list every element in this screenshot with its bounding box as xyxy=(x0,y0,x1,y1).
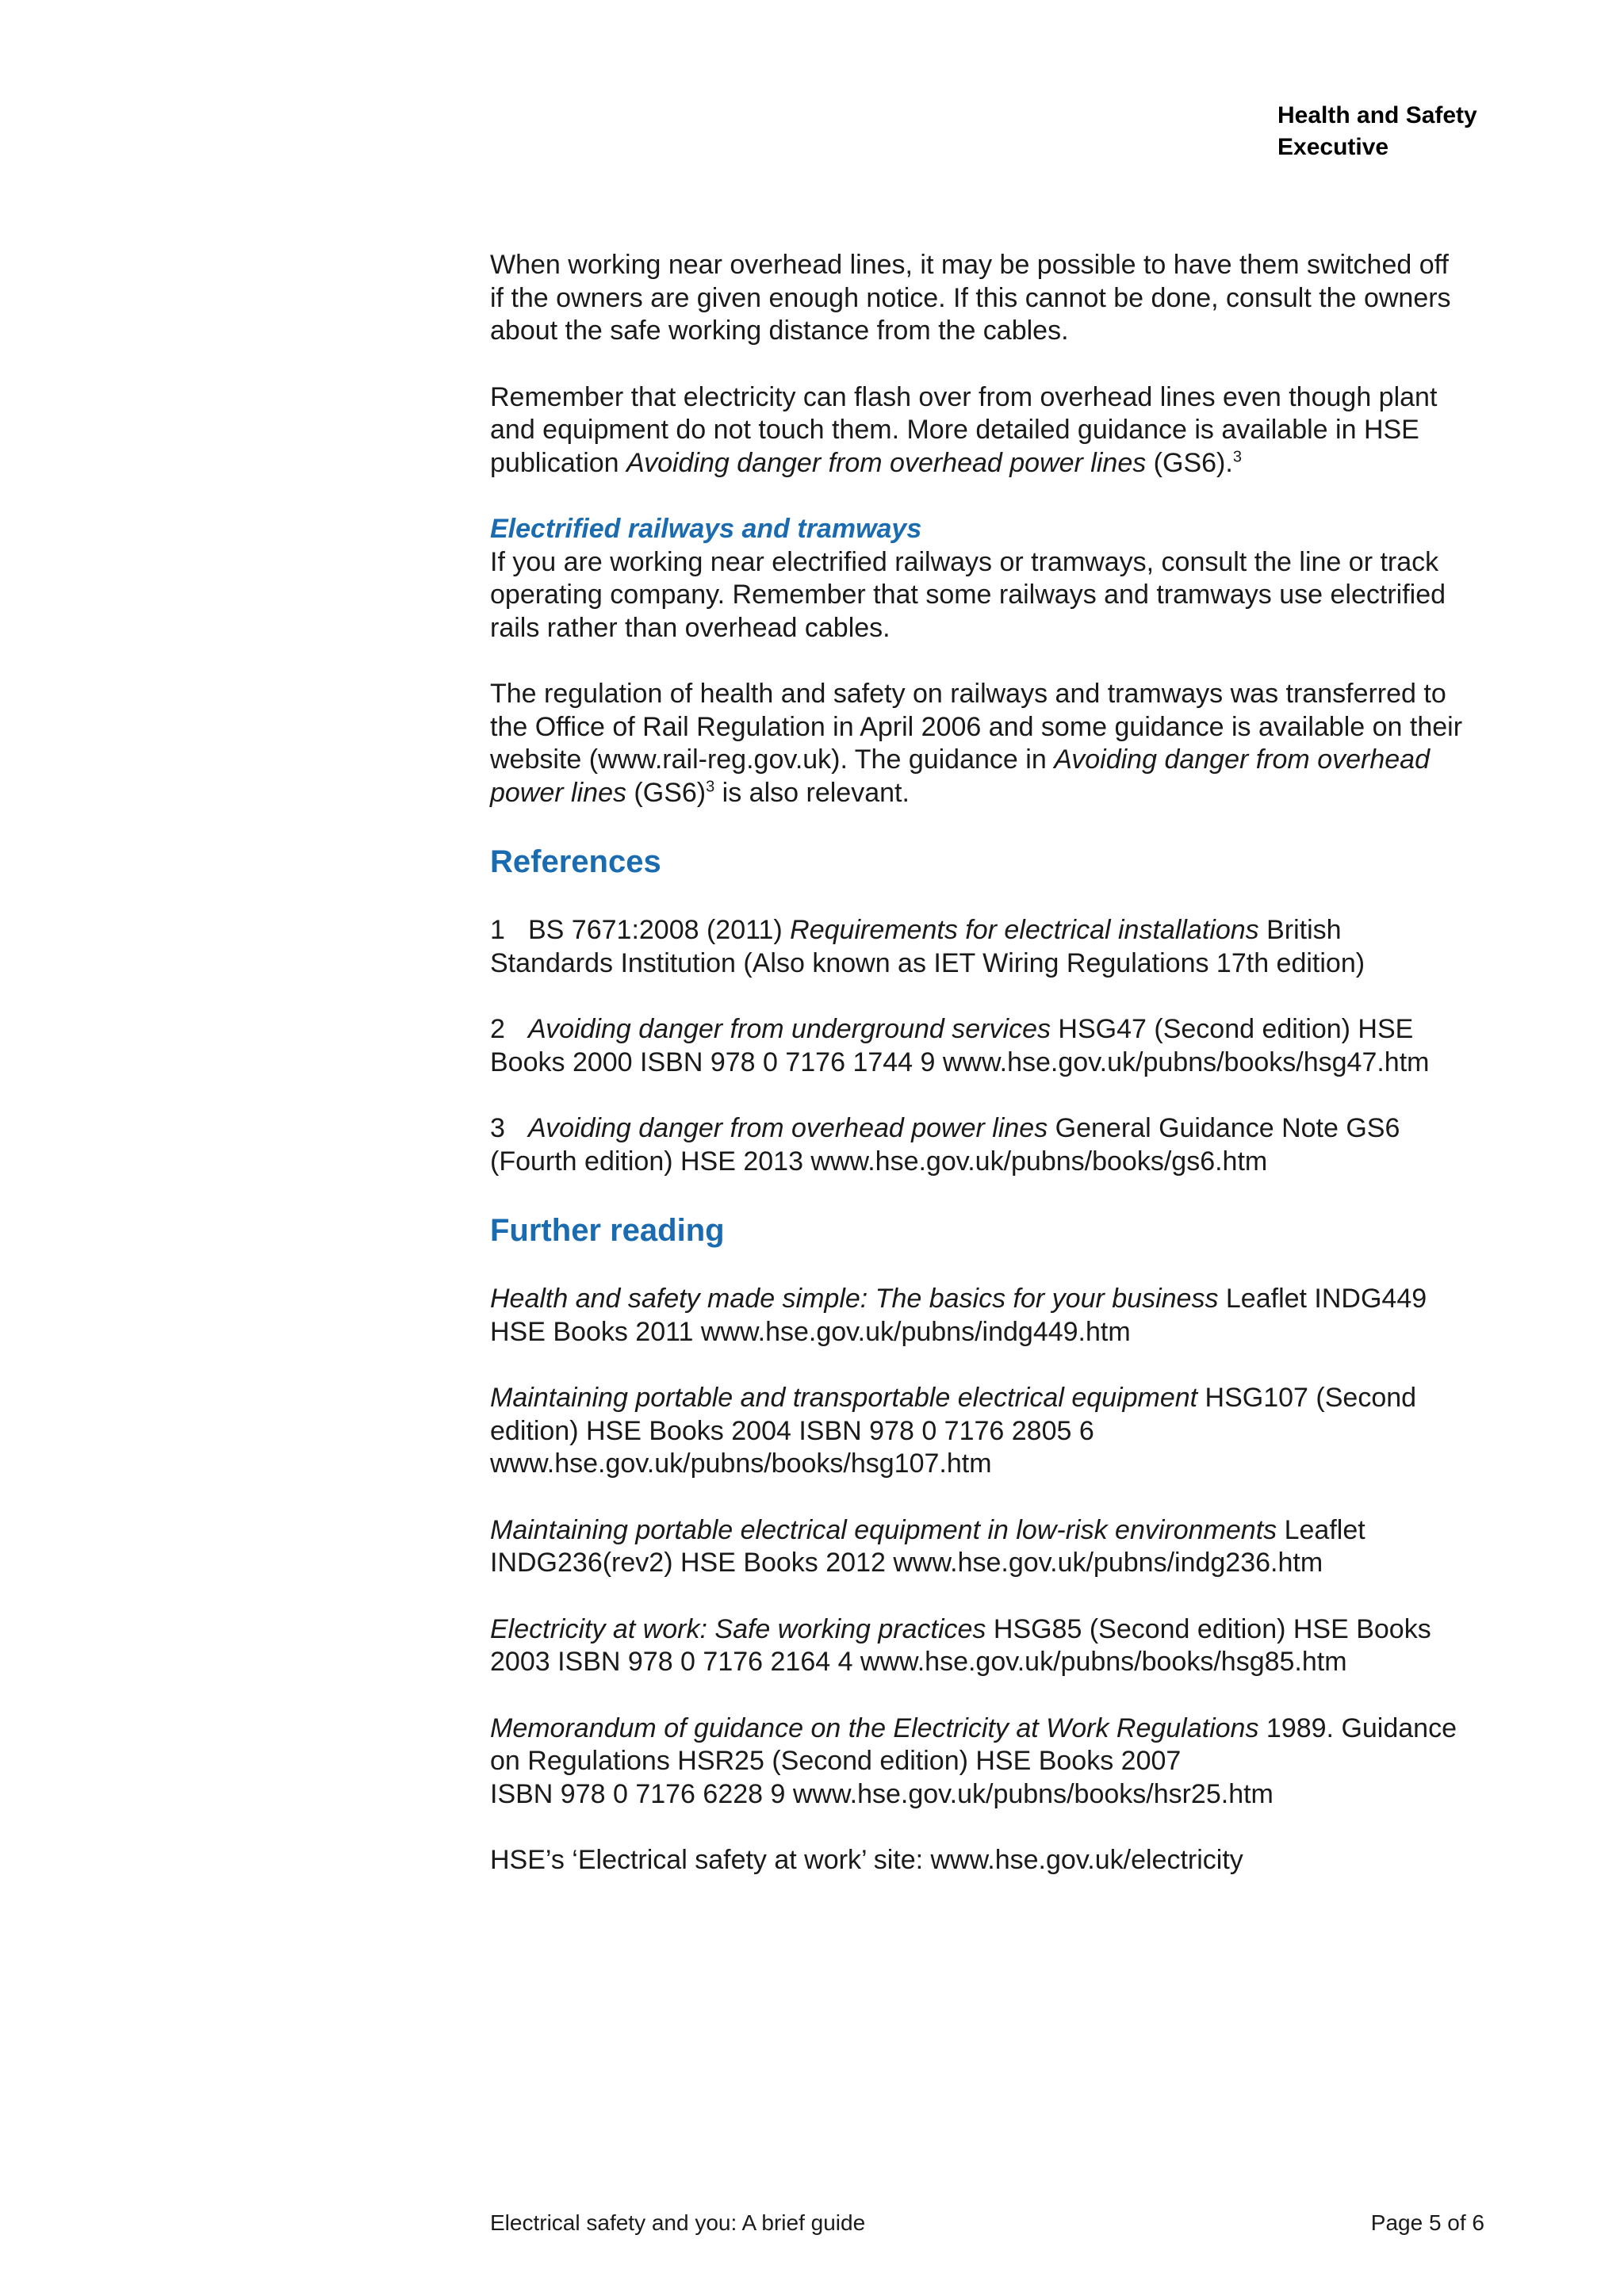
text: The regulation of health and safety on railways and tramways was transferred to the Office of Rail Regulation in April 2006 and some guidance is available on their website (www.rail-reg.gov.uk). The guidance in xyxy=(490,679,1463,775)
text: Leaflet INDG236(rev2) HSE Books 2012 www.hse.gov.uk/pubns/indg236.htm xyxy=(490,1514,1365,1578)
footer-document-title: Electrical safety and you: A brief guide xyxy=(490,2210,866,2235)
further-reading-title: Further reading xyxy=(490,1213,725,1248)
text: 1989. Guidance on Regulations HSR25 (Second edition) HSE Books 2007 ISBN 978 0 7176 6228 9 www.hse.gov.uk/pubns/books/hsr25.htm xyxy=(490,1712,1457,1809)
reading-item xyxy=(490,1382,1497,1481)
text: HSG107 (Second edition) HSE Books 2004 ISBN 978 0 7176 2805 6 www.hse.gov.uk/pubns/books/hsg107.htm xyxy=(490,1383,1417,1479)
reference-item xyxy=(490,914,1497,980)
reference-number: 3 xyxy=(490,1113,505,1143)
publication-title: power lines xyxy=(490,777,626,808)
reference-number: 1 xyxy=(490,915,505,945)
railways-heading: Electrified railways and tramways xyxy=(490,514,922,544)
paragraph-railways: If you are working near electrified railways or tramways, consult the line or track operating company. Remember that some railways and tramways use electrified rails rather than overhead cables. xyxy=(490,546,1446,643)
publication-title: Avoiding danger from overhead xyxy=(1054,744,1430,775)
main-content xyxy=(490,249,1497,1911)
text: HSG85 (Second edition) HSE Books 2003 ISBN 978 0 7176 2164 4 www.hse.gov.uk/pubns/books/hsg85.htm xyxy=(490,1613,1431,1677)
electricity-site-link: HSE’s ‘Electrical safety at work’ site: www.hse.gov.uk/electricity xyxy=(490,1845,1243,1875)
references-title: References xyxy=(490,844,661,879)
reading-item xyxy=(490,1613,1497,1679)
footnote-ref: 3 xyxy=(706,778,715,796)
publication-title: Avoiding danger from underground services xyxy=(528,1014,1051,1044)
paragraph-rail-regulation xyxy=(490,678,1497,809)
publication-title: Memorandum of guidance on the Electricity at Work Regulations xyxy=(490,1712,1259,1743)
publication-title: Maintaining portable electrical equipment in low-risk environments xyxy=(490,1514,1277,1545)
text: British Standards Institution (Also known as IET Wiring Regulations 17th edition) xyxy=(490,915,1365,978)
publication-title: Avoiding danger from overhead power lines xyxy=(626,447,1147,478)
header-line-2: Executive xyxy=(1277,134,1389,160)
text: (GS6). xyxy=(1146,447,1233,478)
text: Remember that electricity can flash over from overhead lines even though plant and equipment do not touch them. More detailed guidance is available in HSE publication xyxy=(490,381,1438,478)
paragraph-flash-over xyxy=(490,381,1497,480)
text: General Guidance Note GS6 (Fourth edition) HSE 2013 www.hse.gov.uk/pubns/books/gs6.htm xyxy=(490,1113,1400,1177)
text: HSG47 (Second edition) HSE Books 2000 ISBN 978 0 7176 1744 9 www.hse.gov.uk/pubns/books/hsg47.htm xyxy=(490,1014,1430,1077)
text: (GS6) xyxy=(626,777,707,808)
reference-item xyxy=(490,1112,1497,1178)
text: is also relevant. xyxy=(714,777,910,808)
reading-item xyxy=(490,1283,1497,1349)
reference-number: 2 xyxy=(490,1014,505,1044)
footer-page-number: Page 5 of 6 xyxy=(1370,2210,1484,2235)
text: BS 7671:2008 (2011) xyxy=(528,915,791,945)
reading-item xyxy=(490,1514,1497,1580)
publisher-header xyxy=(1277,100,1477,163)
publication-title: Maintaining portable and transportable electrical equipment xyxy=(490,1383,1198,1413)
header-line-1: Health and Safety xyxy=(1277,102,1477,128)
publication-title: Requirements for electrical installations xyxy=(790,915,1259,945)
publication-title: Electricity at work: Safe working practices xyxy=(490,1613,986,1644)
footnote-ref: 3 xyxy=(1232,448,1242,466)
reading-item xyxy=(490,1712,1497,1812)
paragraph-overhead-lines: When working near overhead lines, it may be possible to have them switched off if the owners are given enough notice. If this cannot be done, consult the owners about the safe working distance from the cables. xyxy=(490,250,1451,346)
publication-title: Health and safety made simple: The basics for your business xyxy=(490,1284,1219,1314)
text: Leaflet INDG449 HSE Books 2011 www.hse.gov.uk/pubns/indg449.htm xyxy=(490,1284,1427,1347)
publication-title: Avoiding danger from overhead power lines xyxy=(528,1113,1048,1143)
reference-item xyxy=(490,1013,1497,1079)
